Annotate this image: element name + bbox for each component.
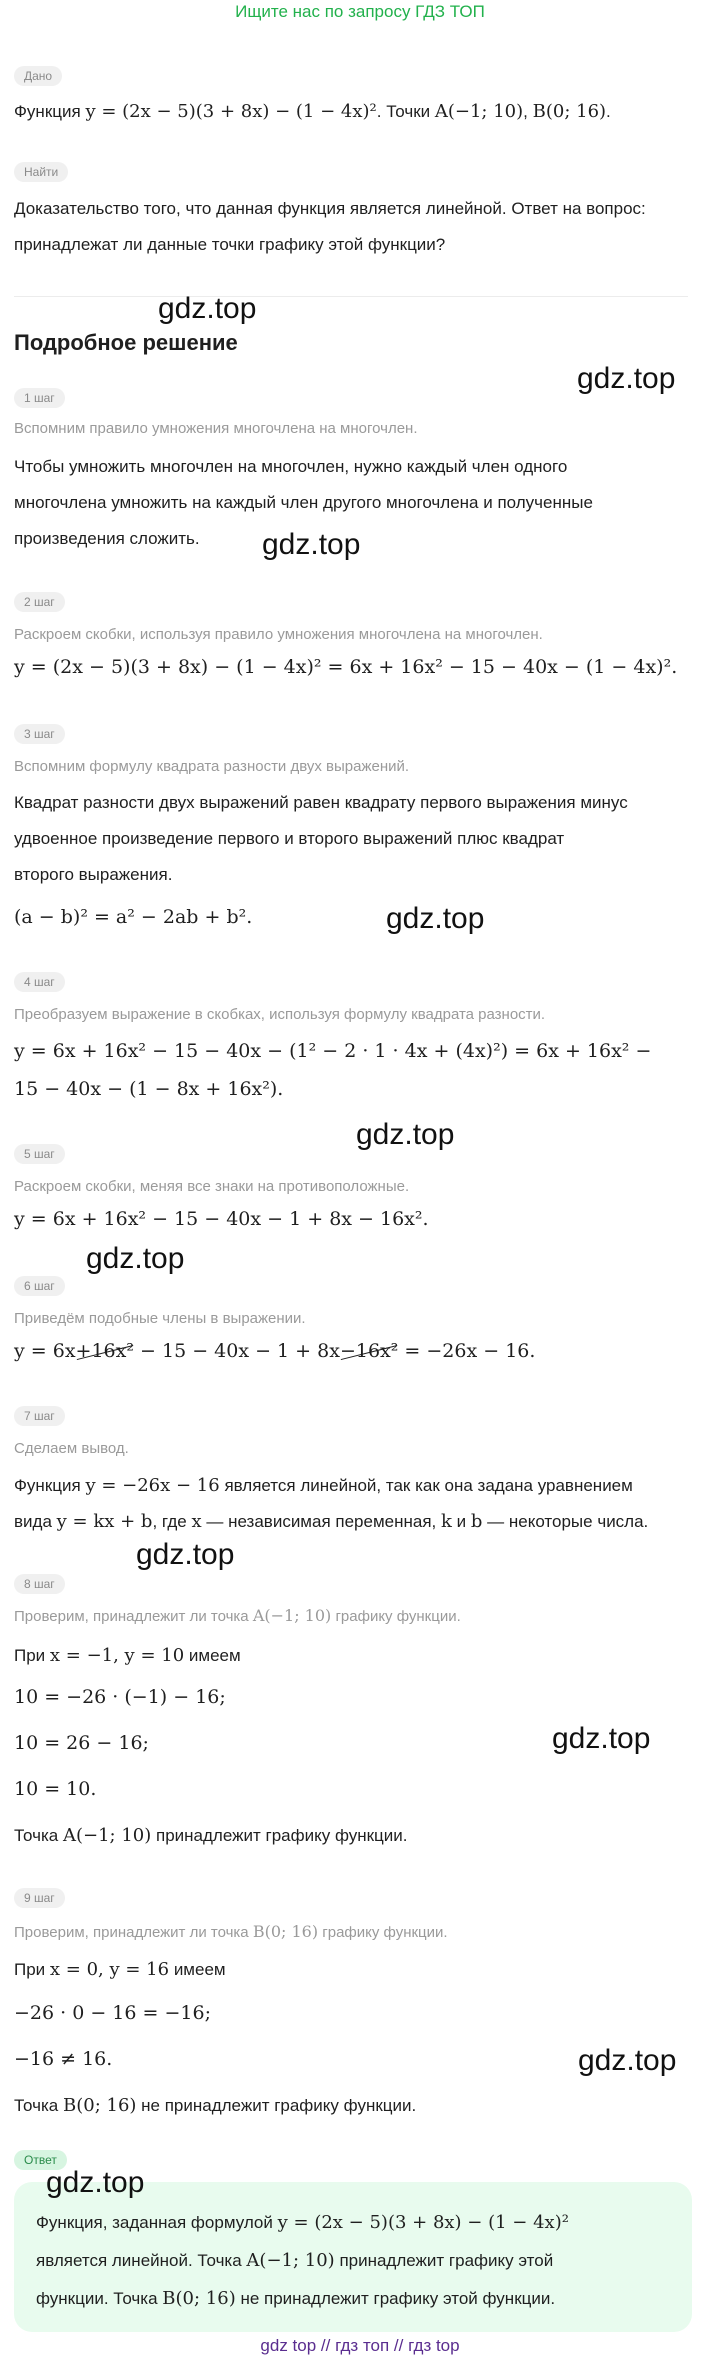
watermark: gdz.top: [46, 2166, 145, 2199]
answer-label: Ответ: [14, 2150, 67, 2170]
step-8-eq-1: 10 = −26 · (−1) − 16;: [14, 1686, 226, 1708]
find-line-1: Доказательство того, что данная функция является линейной. Ответ на вопрос:: [14, 199, 646, 218]
answer-line-2: является линейной. Точка A(−1; 10) принадлежит графику этой: [36, 2250, 554, 2271]
step-8-result: Точка A(−1; 10) принадлежит графику функции.: [14, 1825, 408, 1846]
step-8-eq-3: 10 = 10.: [14, 1778, 97, 1800]
step-9-hint: Проверим, принадлежит ли точка B(0; 16) графику функции.: [14, 1922, 448, 1941]
cancelled-term: −16x²: [339, 1340, 399, 1362]
solution-title: Подробное решение: [14, 330, 238, 355]
step-3-line-2: удвоенное произведение первого и второго выражений плюс квадрат: [14, 829, 565, 848]
step-7-hint: Сделаем вывод.: [14, 1440, 129, 1457]
watermark: gdz.top: [158, 292, 257, 325]
step-1-line-2: многочлена умножить на каждый член другого многочлена и полученные: [14, 493, 593, 512]
step-8-label: 8 шаг: [14, 1574, 65, 1594]
search-banner: Ищите нас по запросу ГДЗ ТОП: [235, 2, 485, 21]
step-2-formula: y = (2x − 5)(3 + 8x) − (1 − 4x)² = 6x + 16x² − 15 − 40x − (1 − 4x)².: [14, 656, 678, 678]
step-7-label: 7 шаг: [14, 1406, 65, 1426]
step-4-hint: Преобразуем выражение в скобках, используя формулу квадрата разности.: [14, 1006, 546, 1023]
watermark: gdz.top: [86, 1242, 185, 1275]
watermark: gdz.top: [577, 362, 676, 395]
answer-line-1: Функция, заданная формулой y = (2x − 5)(3 + 8x) − (1 − 4x)²: [36, 2212, 569, 2233]
given-formula: y = (2x − 5)(3 + 8x) − (1 − 4x)²: [85, 101, 377, 122]
divider: [14, 296, 688, 297]
step-2-hint: Раскроем скобки, используя правило умножения многочлена на многочлен.: [14, 626, 543, 643]
step-9-eq-1: −26 · 0 − 16 = −16;: [14, 2002, 211, 2024]
watermark: gdz.top: [578, 2044, 677, 2077]
step-4-label: 4 шаг: [14, 972, 65, 992]
answer-line-3: функции. Точка B(0; 16) не принадлежит графику этой функции.: [36, 2288, 556, 2309]
watermark: gdz.top: [262, 528, 361, 561]
given-text: Функция y = (2x − 5)(3 + 8x) − (1 − 4x)². Точки A(−1; 10), B(0; 16).: [14, 101, 611, 122]
step-9-eq-2: −16 ≠ 16.: [14, 2048, 113, 2070]
step-6-hint: Приведём подобные члены в выражении.: [14, 1310, 306, 1327]
step-5-label: 5 шаг: [14, 1144, 65, 1164]
step-8-eq-2: 10 = 26 − 16;: [14, 1732, 149, 1754]
footer-links[interactable]: gdz top // гдз топ // гдз top: [260, 2336, 460, 2355]
step-7-line-1: Функция y = −26x − 16 является линейной, так как она задана уравнением: [14, 1475, 633, 1496]
step-8-condition: При x = −1, y = 10 имеем: [14, 1645, 241, 1666]
step-1-line-1: Чтобы умножить многочлен на многочлен, нужно каждый член одного: [14, 457, 568, 476]
given-label: Дано: [14, 66, 62, 86]
watermark: gdz.top: [552, 1722, 651, 1755]
step-1-hint: Вспомним правило умножения многочлена на многочлен.: [14, 420, 418, 437]
watermark: gdz.top: [356, 1118, 455, 1151]
find-line-2: принадлежат ли данные точки графику этой функции?: [14, 235, 446, 254]
point-a: A(−1; 10): [434, 101, 524, 122]
watermark: gdz.top: [136, 1538, 235, 1571]
point-b: B(0; 16): [532, 101, 607, 122]
step-3-line-1: Квадрат разности двух выражений равен квадрату первого выражения минус: [14, 793, 628, 812]
step-1-line-3: произведения сложить.: [14, 529, 200, 548]
cancelled-term: +16x²: [75, 1340, 134, 1362]
step-4-formula-1: y = 6x + 16x² − 15 − 40x − (1² − 2 · 1 · 4x + (4x)²) = 6x + 16x² −: [14, 1040, 652, 1062]
step-1-label: 1 шаг: [14, 388, 65, 408]
step-3-formula: (a − b)² = a² − 2ab + b².: [14, 906, 253, 928]
step-3-hint: Вспомним формулу квадрата разности двух выражений.: [14, 758, 410, 775]
watermark: gdz.top: [386, 902, 485, 935]
find-label: Найти: [14, 162, 68, 182]
step-7-line-2: вида y = kx + b, где x — независимая переменная, k и b — некоторые числа.: [14, 1511, 649, 1532]
step-8-hint: Проверим, принадлежит ли точка A(−1; 10) графику функции.: [14, 1606, 461, 1625]
step-3-line-3: второго выражения.: [14, 865, 173, 884]
step-5-hint: Раскроем скобки, меняя все знаки на противоположные.: [14, 1178, 410, 1195]
step-9-label: 9 шаг: [14, 1888, 65, 1908]
step-3-label: 3 шаг: [14, 724, 65, 744]
step-9-condition: При x = 0, y = 16 имеем: [14, 1959, 226, 1980]
step-6-formula: y = 6x+16x² − 15 − 40x − 1 + 8x−16x² = −26x − 16.: [14, 1340, 536, 1362]
step-9-result: Точка B(0; 16) не принадлежит графику функции.: [14, 2095, 417, 2116]
step-2-label: 2 шаг: [14, 592, 65, 612]
step-5-formula: y = 6x + 16x² − 15 − 40x − 1 + 8x − 16x².: [14, 1208, 429, 1230]
step-4-formula-2: 15 − 40x − (1 − 8x + 16x²).: [14, 1078, 284, 1100]
step-6-label: 6 шаг: [14, 1276, 65, 1296]
